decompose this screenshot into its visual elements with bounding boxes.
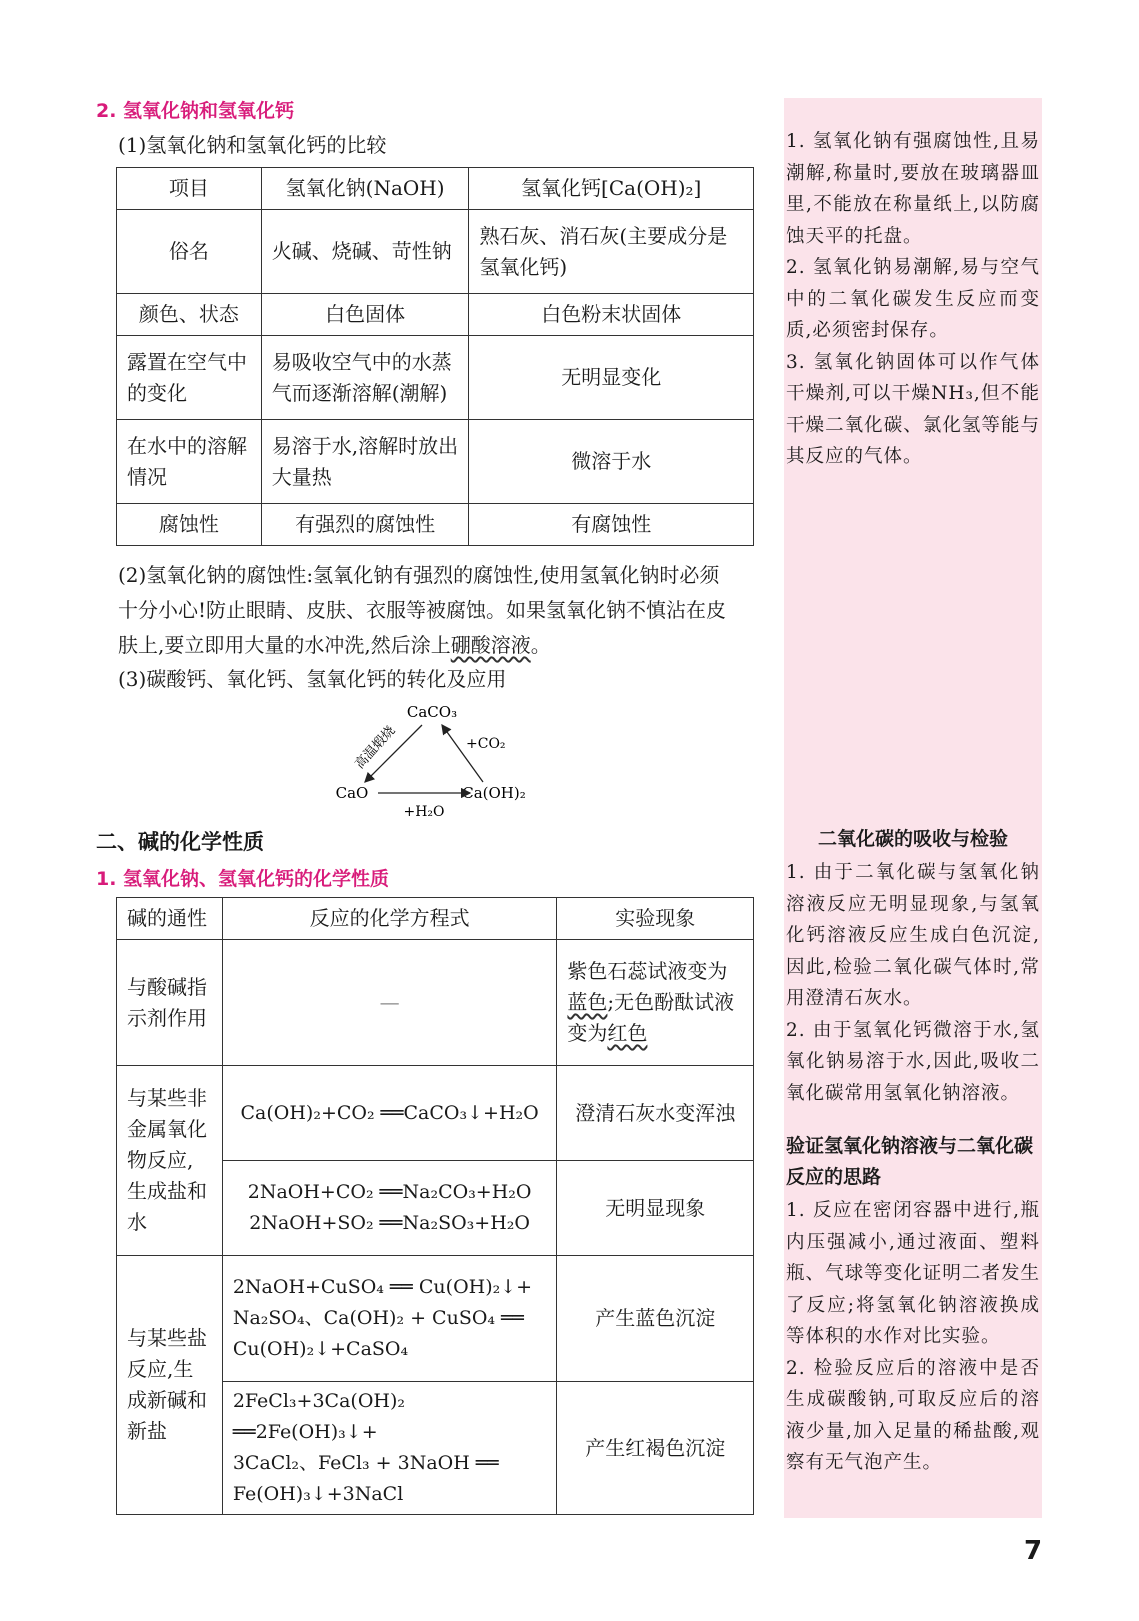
table-header-cell: 氢氧化钠(NaOH) <box>261 168 469 210</box>
table-row <box>117 1256 754 1382</box>
notes-naoh-handling <box>786 126 1040 473</box>
comparison-table <box>116 167 754 546</box>
table-row <box>117 336 754 420</box>
table-cell: — <box>222 940 557 1066</box>
table-header-cell: 氢氧化钙[Ca(OH)₂] <box>469 168 754 210</box>
table-cell: 俗名 <box>117 210 262 294</box>
equation: Ca(OH)₂+CO₂ ══CaCO₃↓+H₂O <box>240 1101 539 1124</box>
table-header-cell: 实验现象 <box>557 898 754 940</box>
phenomenon-text: ;无色酚酞试液变为 <box>567 990 735 1045</box>
label-add-co2: +CO₂ <box>466 736 506 752</box>
node-cao: CaO <box>335 784 369 802</box>
notes-co2 <box>786 857 1040 1109</box>
paragraph-line: (2)氢氧化钠的腐蚀性:氢氧化钠有强烈的腐蚀性,使用氢氧化钠时必须 <box>118 563 720 587</box>
table-cell: 与某些非金属氧化物反应,生成盐和水 <box>117 1066 223 1256</box>
equation: 2FeCl₃+3Ca(OH)₂ ══2Fe(OH)₃↓+ <box>232 1390 405 1443</box>
table-cell: 易吸收空气中的水蒸气而逐渐溶解(潮解) <box>261 336 469 420</box>
equation: Na₂SO₄、Ca(OH)₂ + CuSO₄ ══ <box>232 1307 524 1329</box>
table-cell: 熟石灰、消石灰(主要成分是氢氧化钙) <box>469 210 754 294</box>
sidebar-title-verify: 验证氢氧化钠溶液与二氧化碳反应的思路 <box>786 1135 1034 1188</box>
phenomenon-text: 紫色石蕊试液变为 <box>567 959 728 983</box>
table-cell: 无明显现象 <box>557 1161 754 1256</box>
note: 3. 氢氧化钠固体可以作气体干燥剂,可以干燥NH₃,但不能干燥二氧化碳、氯化氢等能与其反应的气体。 <box>786 351 1040 467</box>
paragraph-line: 十分小心!防止眼睛、皮肤、衣服等被腐蚀。如果氢氧化钠不慎沾在皮 <box>118 598 727 622</box>
table-cell: 有腐蚀性 <box>469 504 754 546</box>
phenomenon-red: 红色 <box>607 1021 648 1045</box>
equation: 2NaOH+CO₂ ══Na₂CO₃+H₂O <box>247 1181 532 1203</box>
part-title: 二、碱的化学性质 <box>96 830 264 854</box>
table-cell: 在水中的溶解情况 <box>117 420 262 504</box>
chemical-properties-table <box>116 897 754 1515</box>
table-cell <box>557 940 754 1066</box>
equation-cell <box>222 1161 557 1256</box>
equation: Fe(OH)₃↓+3NaCl <box>232 1483 404 1505</box>
equation-cell <box>222 1066 557 1161</box>
phenomenon-blue: 蓝色 <box>567 990 608 1014</box>
equation-cell <box>222 1382 557 1515</box>
table-row <box>117 210 754 294</box>
subsection-3-title: (3)碳酸钙、氧化钙、氢氧化钙的转化及应用 <box>118 667 507 691</box>
note: 1. 反应在密闭容器中进行,瓶内压强减小,通过液面、塑料瓶、气球等变化证明二者发生了反应;将氢氧化钠溶液换成等体积的水作对比实验。 <box>786 1200 1040 1347</box>
paragraph-text: 肤上,要立即用大量的水冲洗,然后涂上 <box>118 633 451 657</box>
sidebar-title-co2: 二氧化碳的吸收与检验 <box>817 828 1008 850</box>
equation: 3CaCl₂、FeCl₃ + 3NaOH ══ <box>232 1452 499 1474</box>
conversion-diagram <box>320 700 570 820</box>
note: 1. 由于二氧化碳与氢氧化钠溶液反应无明显现象,与氢氧化钙溶液反应生成白色沉淀,因此,检验二氧化碳气体时,常用澄清石灰水。 <box>786 862 1040 1009</box>
boric-acid-term: 硼酸溶液 <box>450 633 531 657</box>
table-cell: 颜色、状态 <box>117 294 262 336</box>
table-row <box>117 420 754 504</box>
arrow-add-co2 <box>442 725 483 782</box>
label-add-h2o: +H₂O <box>403 804 445 820</box>
table-cell: 白色固体 <box>261 294 469 336</box>
table-header-cell: 项目 <box>117 168 262 210</box>
corrosiveness-paragraph <box>118 558 758 663</box>
table-cell: 白色粉末状固体 <box>469 294 754 336</box>
note: 2. 氢氧化钠易潮解,易与空气中的二氧化碳发生反应而变质,必须密封保存。 <box>786 257 1040 341</box>
table-row <box>117 294 754 336</box>
section-heading: 2. 氢氧化钠和氢氧化钙 <box>96 100 295 122</box>
table-cell: 无明显变化 <box>469 336 754 420</box>
table-cell: 露置在空气中的变化 <box>117 336 262 420</box>
table-cell: 澄清石灰水变浑浊 <box>557 1066 754 1161</box>
table-cell: 火碱、烧碱、苛性钠 <box>261 210 469 294</box>
equation: 2NaOH+CuSO₄ ══ Cu(OH)₂↓+ <box>232 1276 533 1298</box>
sidebar-notes <box>784 98 1042 1518</box>
notes-verify <box>786 1195 1040 1479</box>
table-cell: 微溶于水 <box>469 420 754 504</box>
table-row <box>117 504 754 546</box>
table-row <box>117 940 754 1066</box>
equation-cell <box>222 1256 557 1382</box>
note: 2. 由于氢氧化钙微溶于水,氢氧化钠易溶于水,因此,吸收二氧化碳常用氢氧化钠溶液。 <box>786 1019 1040 1104</box>
chemical-properties-heading: 1. 氢氧化钠、氢氧化钙的化学性质 <box>96 868 390 890</box>
table-header-row <box>117 898 754 940</box>
subsection-1-title: (1)氢氧化钠和氢氧化钙的比较 <box>118 133 387 157</box>
table-row <box>117 1066 754 1161</box>
equation: Cu(OH)₂↓+CaSO₄ <box>232 1338 409 1360</box>
node-caco3: CaCO₃ <box>406 703 458 721</box>
node-caoh2: Ca(OH)₂ <box>462 784 526 802</box>
note: 1. 氢氧化钠有强腐蚀性,且易潮解,称量时,要放在玻璃器皿里,不能放在称量纸上,以防腐蚀天平的托盘。 <box>786 131 1040 247</box>
table-header-row <box>117 168 754 210</box>
paragraph-text: 。 <box>530 633 551 657</box>
table-cell: 腐蚀性 <box>117 504 262 546</box>
paragraph-line <box>118 628 758 663</box>
table-cell: 有强烈的腐蚀性 <box>261 504 469 546</box>
table-cell: 与酸碱指示剂作用 <box>117 940 223 1066</box>
table-cell: 与某些盐反应,生成新碱和新盐 <box>117 1256 223 1515</box>
table-header-cell: 反应的化学方程式 <box>222 898 557 940</box>
table-cell: 易溶于水,溶解时放出大量热 <box>261 420 469 504</box>
table-cell: 产生蓝色沉淀 <box>557 1256 754 1382</box>
note: 2. 检验反应后的溶液中是否生成碳酸钠,可取反应后的溶液少量,加入足量的稀盐酸,观察有无气泡产生。 <box>786 1357 1040 1473</box>
label-calcination: 高温煅烧 <box>352 723 399 773</box>
page-number: 7 <box>1024 1536 1043 1566</box>
equation: 2NaOH+SO₂ ══Na₂SO₃+H₂O <box>249 1212 530 1234</box>
table-cell: 产生红褐色沉淀 <box>557 1382 754 1515</box>
table-header-cell: 碱的通性 <box>117 898 223 940</box>
